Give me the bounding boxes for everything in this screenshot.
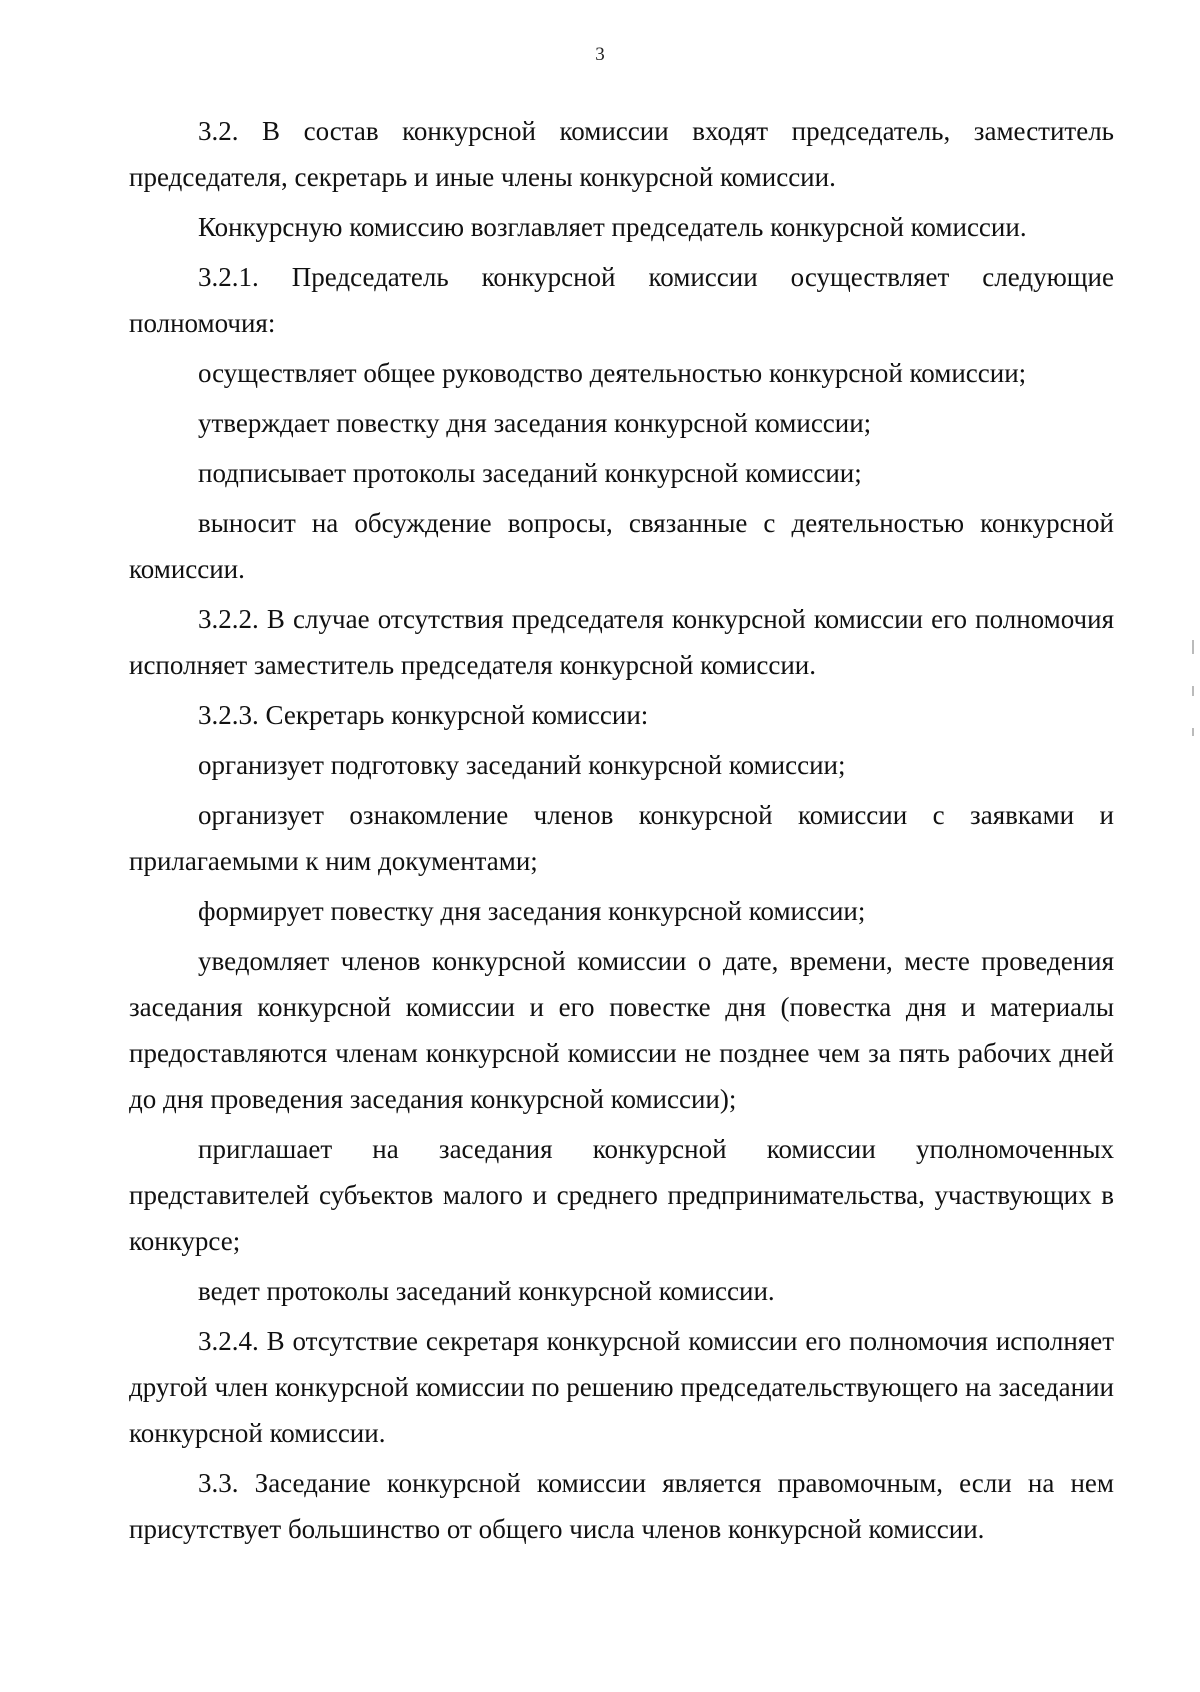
paragraph-3-2-2: 3.2.2. В случае отсутствия председателя конкурсной комиссии его полномочия исполняет заместитель председателя конкурсной комиссии. bbox=[129, 604, 1114, 680]
list-item-notify-members: уведомляет членов конкурсной комиссии о дате, времени, месте проведения заседания конкурсной комиссии и его повестке дня (повестка дня и материалы предоставляются членам конкурсной комиссии не позднее чем за пять рабочих дней до дня проведения заседания конкурсной комиссии); bbox=[129, 946, 1114, 1114]
list-item-approve-agenda: утверждает повестку дня заседания конкурсной комиссии; bbox=[198, 408, 872, 438]
paragraph-3-2-1: 3.2.1. Председатель конкурсной комиссии осуществляет следующие полномочия: bbox=[129, 262, 1114, 338]
paragraph-commission-head: Конкурсную комиссию возглавляет председатель конкурсной комиссии. bbox=[198, 212, 1027, 242]
list-item-invite-representatives: приглашает на заседания конкурсной комиссии уполномоченных представителей субъектов малого и среднего предпринимательства, участвующих в конкурсе; bbox=[129, 1134, 1114, 1256]
scan-margin-marks bbox=[1192, 640, 1196, 760]
document-body bbox=[129, 108, 1114, 1552]
page-number: 3 bbox=[595, 44, 605, 65]
list-item-sign-protocols: подписывает протоколы заседаний конкурсной комиссии; bbox=[198, 458, 862, 488]
list-item-form-agenda: формирует повестку дня заседания конкурсной комиссии; bbox=[198, 896, 866, 926]
paragraph-3-3: 3.3. Заседание конкурсной комиссии является правомочным, если на нем присутствует большинство от общего числа членов конкурсной комиссии. bbox=[129, 1468, 1114, 1544]
list-item-keep-protocols: ведет протоколы заседаний конкурсной комиссии. bbox=[198, 1276, 775, 1306]
paragraph-3-2-3: 3.2.3. Секретарь конкурсной комиссии: bbox=[198, 700, 649, 730]
paragraph-3-2-4: 3.2.4. В отсутствие секретаря конкурсной комиссии его полномочия исполняет другой член конкурсной комиссии по решению председательствующего на заседании конкурсной комиссии. bbox=[129, 1326, 1114, 1448]
list-item-familiarize-members: организует ознакомление членов конкурсной комиссии с заявками и прилагаемыми к ним документами; bbox=[129, 800, 1114, 876]
list-item-organize-meetings: организует подготовку заседаний конкурсной комиссии; bbox=[198, 750, 846, 780]
paragraph-3-2: 3.2. В состав конкурсной комиссии входят председатель, заместитель председателя, секретарь и иные члены конкурсной комиссии. bbox=[129, 116, 1114, 192]
list-item-raise-questions: выносит на обсуждение вопросы, связанные с деятельностью конкурсной комиссии. bbox=[129, 508, 1114, 584]
list-item-general-management: осуществляет общее руководство деятельностью конкурсной комиссии; bbox=[198, 358, 1027, 388]
